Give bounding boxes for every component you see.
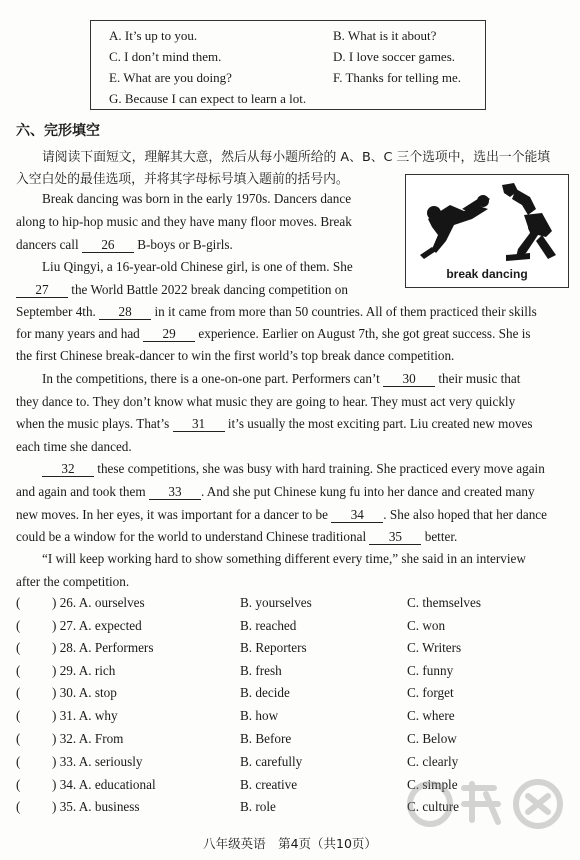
passage-line xyxy=(42,371,520,387)
blank-32: 32 xyxy=(42,462,94,477)
passage-line xyxy=(16,507,547,523)
passage-text: the World Battle 2022 break dancing competition on xyxy=(71,282,348,297)
passage-line xyxy=(16,416,533,432)
passage-line: the first Chinese break-dancer to win the first world’s top break dance competition. xyxy=(16,348,455,363)
choice-b: B. Before xyxy=(240,731,292,746)
passage-text: when the music plays. That’s xyxy=(16,416,170,431)
blank-27: 27 xyxy=(16,283,68,298)
question-stem: ) 29. A. rich xyxy=(52,663,116,678)
choice-b: B. creative xyxy=(240,777,298,792)
instructions-line-1: 请阅读下面短文，理解其大意，然后从每小题所给的 A、B、C 三个选项中，选出一个能填 xyxy=(42,150,551,165)
passage-text: dancers call xyxy=(16,237,79,252)
break-dancing-figure xyxy=(405,174,569,288)
choice-c: C. Writers xyxy=(407,640,462,655)
passage-text: in it came from more than 50 countries. All of them practiced their skills xyxy=(154,304,537,319)
blank-35: 35 xyxy=(369,530,421,545)
passage-text: . And she put Chinese kung fu into her dance and created many xyxy=(200,484,535,499)
answer-paren: ( xyxy=(16,731,21,746)
passage-text: could be a window for the world to understand Chinese traditional xyxy=(16,529,367,544)
options-box xyxy=(90,20,486,110)
blank-29: 29 xyxy=(143,327,195,342)
option-f: F. Thanks for telling me. xyxy=(333,70,461,85)
passage-line xyxy=(16,304,537,320)
choice-c: C. forget xyxy=(407,685,454,700)
option-a: A. It’s up to you. xyxy=(109,28,198,43)
question-stem: ) 34. A. educational xyxy=(52,777,156,792)
passage-text: these competitions, she was busy with hard training. She practiced every move again xyxy=(97,461,545,476)
passage-text: for many years and had xyxy=(16,326,140,341)
choice-c: C. won xyxy=(407,618,446,633)
option-c: C. I don’t mind them. xyxy=(109,49,222,64)
choice-c: C. Below xyxy=(407,731,457,746)
passage-line xyxy=(42,461,545,477)
answer-paren: ( xyxy=(16,663,21,678)
choice-b: B. fresh xyxy=(240,663,282,678)
passage-line: each time she danced. xyxy=(16,439,132,454)
blank-30: 30 xyxy=(383,372,435,387)
question-stem: ) 35. A. business xyxy=(52,799,140,814)
break-dancers-illustration xyxy=(406,175,568,265)
choice-c: C. simple xyxy=(407,777,458,792)
passage-line: they dance to. They don’t know what music they are going to hear. They must act very quickly xyxy=(16,394,516,409)
question-stem: ) 27. A. expected xyxy=(52,618,142,633)
choice-b: B. reached xyxy=(240,618,297,633)
answer-paren: ( xyxy=(16,754,21,769)
answer-paren: ( xyxy=(16,799,21,814)
page-footer: 八年级英语 第4页（共10页） xyxy=(203,836,377,851)
choice-c: C. where xyxy=(407,708,455,723)
answer-paren: ( xyxy=(16,708,21,723)
passage-line xyxy=(16,484,535,500)
passage-line: Break dancing was born in the early 1970s. Dancers dance xyxy=(42,191,352,206)
passage-line: along to hip-hop music and they have many floor moves. Break xyxy=(16,214,352,229)
choice-b: B. carefully xyxy=(240,754,303,769)
figure-caption: break dancing xyxy=(446,267,528,281)
choice-b: B. Reporters xyxy=(240,640,307,655)
choice-b: B. how xyxy=(240,708,279,723)
question-stem: ) 28. A. Performers xyxy=(52,640,154,655)
question-stem: ) 33. A. seriously xyxy=(52,754,143,769)
passage-text: B-boys or B-girls. xyxy=(137,237,233,252)
instructions-line-2: 入空白处的最佳选项，并将其字母标号填入题前的括号内。 xyxy=(16,172,349,187)
choice-c: C. culture xyxy=(407,799,460,814)
passage-text: September 4th. xyxy=(16,304,96,319)
passage-text: their music that xyxy=(438,371,521,386)
passage-text: and again and took them xyxy=(16,484,146,499)
passage-text: . She also hoped that her dance xyxy=(383,507,547,522)
passage-text: it’s usually the most exciting part. Liu created new moves xyxy=(227,416,533,431)
passage-text: In the competitions, there is a one-on-one part. Performers can’t xyxy=(42,371,380,386)
answer-paren: ( xyxy=(16,618,21,633)
blank-26: 26 xyxy=(82,238,134,253)
question-stem: ) 26. A. ourselves xyxy=(52,595,145,610)
passage-line: after the competition. xyxy=(16,574,130,589)
passage-line xyxy=(16,237,233,253)
answer-paren: ( xyxy=(16,685,21,700)
passage-line xyxy=(16,529,457,545)
answer-paren: ( xyxy=(16,640,21,655)
question-stem: ) 31. A. why xyxy=(52,708,118,723)
choice-c: C. funny xyxy=(407,663,454,678)
section-title: 六、完形填空 xyxy=(16,123,100,139)
answer-paren: ( xyxy=(16,595,21,610)
passage-line xyxy=(16,282,348,298)
blank-31: 31 xyxy=(173,417,225,432)
option-e: E. What are you doing? xyxy=(109,70,232,85)
choice-c: C. themselves xyxy=(407,595,481,610)
choice-c: C. clearly xyxy=(407,754,459,769)
passage-line xyxy=(16,326,531,342)
passage-line: Liu Qingyi, a 16-year-old Chinese girl, is one of them. She xyxy=(42,259,353,274)
choice-b: B. role xyxy=(240,799,276,814)
option-d: D. I love soccer games. xyxy=(333,49,456,64)
option-b: B. What is it about? xyxy=(333,28,437,43)
answer-paren: ( xyxy=(16,777,21,792)
option-g: G. Because I can expect to learn a lot. xyxy=(109,91,307,106)
question-stem: ) 30. A. stop xyxy=(52,685,117,700)
question-stem: ) 32. A. From xyxy=(52,731,124,746)
blank-34: 34 xyxy=(331,508,383,523)
choice-b: B. yourselves xyxy=(240,595,312,610)
blank-28: 28 xyxy=(99,305,151,320)
passage-line: “I will keep working hard to show something different every time,” she said in an interview xyxy=(42,551,526,566)
passage-text: experience. Earlier on August 7th, she got great success. She is xyxy=(198,326,531,341)
blank-33: 33 xyxy=(149,485,201,500)
passage-text: new moves. In her eyes, it was important for a dancer to be xyxy=(16,507,328,522)
choice-b: B. decide xyxy=(240,685,290,700)
passage-text: better. xyxy=(424,529,458,544)
